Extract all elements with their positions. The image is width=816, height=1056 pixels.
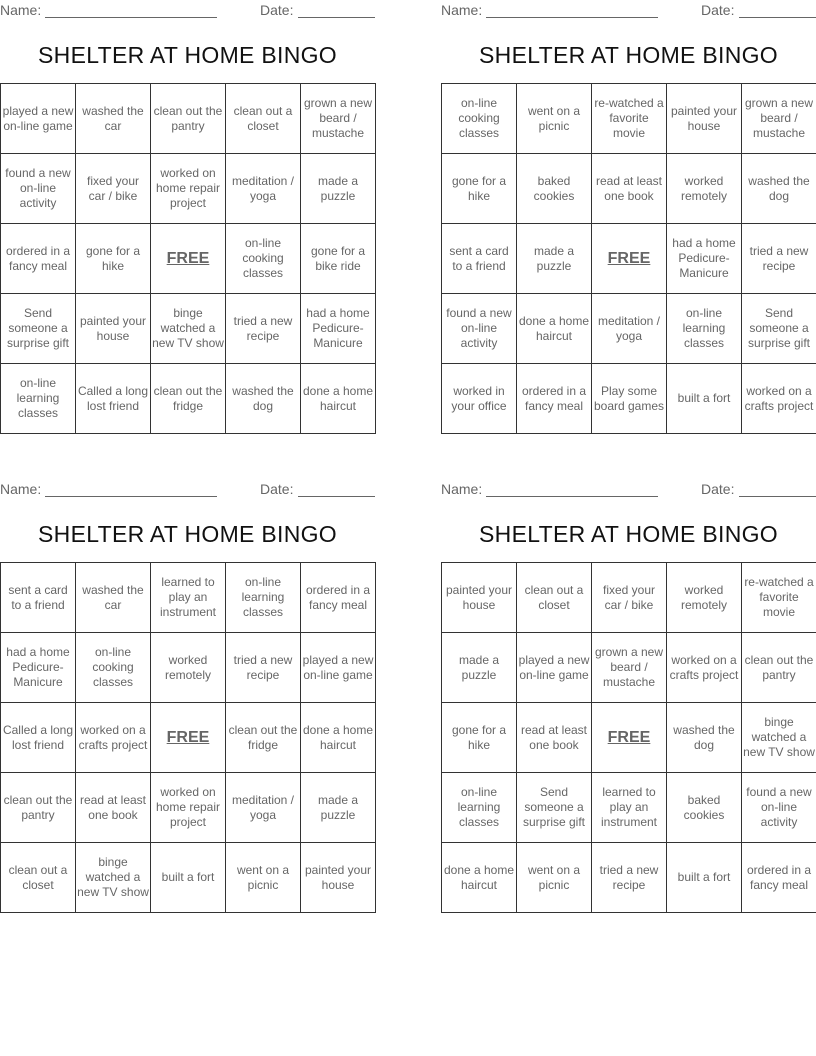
bingo-cell: binge watched a new TV show (76, 843, 151, 913)
bingo-cell: worked on home repair project (151, 154, 226, 224)
free-space: FREE (592, 703, 667, 773)
bingo-cell: on-line learning classes (667, 294, 742, 364)
bingo-row (1, 563, 376, 633)
bingo-cell: tried a new recipe (226, 294, 301, 364)
bingo-cell: found a new on-line activity (442, 294, 517, 364)
bingo-cell: made a puzzle (301, 773, 376, 843)
bingo-cell: clean out the pantry (742, 633, 816, 703)
card-title: SHELTER AT HOME BINGO (38, 521, 337, 547)
bingo-row (442, 563, 816, 633)
bingo-cell: tried a new recipe (226, 633, 301, 703)
name-label: Name: (441, 2, 483, 18)
bingo-cell: tried a new recipe (592, 843, 667, 913)
bingo-cell: grown a new beard / mustache (742, 84, 816, 154)
bingo-cell: meditation / yoga (226, 773, 301, 843)
bingo-row (1, 773, 376, 843)
date-blank-line (739, 496, 816, 497)
name-label: Name: (441, 481, 483, 497)
name-date-bar (441, 0, 816, 22)
bingo-cell: worked on a crafts project (76, 703, 151, 773)
name-label: Name: (0, 481, 42, 497)
date-label: Date: (260, 481, 294, 497)
date-blank-line (298, 496, 375, 497)
bingo-cell: washed the dog (742, 154, 816, 224)
bingo-row (1, 84, 376, 154)
bingo-cell: binge watched a new TV show (742, 703, 816, 773)
date-label: Date: (701, 481, 735, 497)
name-blank-line (486, 17, 658, 18)
bingo-cell: went on a picnic (517, 84, 592, 154)
bingo-cell: worked in your office (442, 364, 517, 434)
bingo-cell: sent a card to a friend (1, 563, 76, 633)
bingo-cell: gone for a hike (442, 154, 517, 224)
bingo-cell: sent a card to a friend (442, 224, 517, 294)
bingo-cell: Send someone a surprise gift (517, 773, 592, 843)
bingo-cell: built a fort (667, 843, 742, 913)
bingo-cell: read at least one book (517, 703, 592, 773)
bingo-cell: went on a picnic (226, 843, 301, 913)
bingo-grid (441, 562, 816, 913)
bingo-cell: on-line cooking classes (226, 224, 301, 294)
bingo-cell: re-watched a favorite movie (592, 84, 667, 154)
bingo-cell: clean out the pantry (151, 84, 226, 154)
bingo-cell: found a new on-line activity (1, 154, 76, 224)
name-date-bar (441, 479, 816, 501)
bingo-cell: clean out a closet (226, 84, 301, 154)
bingo-cell: Send someone a surprise gift (1, 294, 76, 364)
date-blank-line (739, 17, 816, 18)
bingo-cell: painted your house (667, 84, 742, 154)
bingo-cell: re-watched a favorite movie (742, 563, 816, 633)
bingo-cell: learned to play an instrument (592, 773, 667, 843)
bingo-cell: on-line learning classes (226, 563, 301, 633)
bingo-cell: binge watched a new TV show (151, 294, 226, 364)
bingo-cell: baked cookies (667, 773, 742, 843)
bingo-cell: made a puzzle (517, 224, 592, 294)
bingo-cell: on-line cooking classes (76, 633, 151, 703)
bingo-cell: worked on a crafts project (667, 633, 742, 703)
bingo-cell: ordered in a fancy meal (1, 224, 76, 294)
bingo-cell: worked remotely (667, 154, 742, 224)
bingo-cell: gone for a hike (76, 224, 151, 294)
bingo-cell: on-line learning classes (1, 364, 76, 434)
bingo-row (1, 294, 376, 364)
bingo-cell: washed the car (76, 84, 151, 154)
bingo-cell: grown a new beard / mustache (301, 84, 376, 154)
bingo-grid (0, 562, 376, 913)
bingo-cell: meditation / yoga (592, 294, 667, 364)
card-title: SHELTER AT HOME BINGO (479, 42, 778, 68)
bingo-cell: ordered in a fancy meal (517, 364, 592, 434)
bingo-row (442, 224, 816, 294)
bingo-cell: learned to play an instrument (151, 563, 226, 633)
bingo-cell: played a new on-line game (301, 633, 376, 703)
bingo-grid (0, 83, 376, 434)
bingo-cell: built a fort (667, 364, 742, 434)
bingo-cell: clean out the pantry (1, 773, 76, 843)
name-blank-line (45, 496, 217, 497)
bingo-row (1, 843, 376, 913)
bingo-cell: Play some board games (592, 364, 667, 434)
bingo-cell: fixed your car / bike (592, 563, 667, 633)
bingo-cell: ordered in a fancy meal (301, 563, 376, 633)
free-space: FREE (592, 224, 667, 294)
bingo-cell: fixed your car / bike (76, 154, 151, 224)
bingo-cell: done a home haircut (517, 294, 592, 364)
bingo-cell: found a new on-line activity (742, 773, 816, 843)
bingo-grid (441, 83, 816, 434)
bingo-cell: had a home Pedicure-Manicure (301, 294, 376, 364)
card-title: SHELTER AT HOME BINGO (479, 521, 778, 547)
bingo-row (442, 294, 816, 364)
bingo-cell: tried a new recipe (742, 224, 816, 294)
bingo-cell: gone for a bike ride (301, 224, 376, 294)
bingo-row (442, 154, 816, 224)
bingo-cell: had a home Pedicure-Manicure (1, 633, 76, 703)
bingo-cell: painted your house (442, 563, 517, 633)
bingo-cell: done a home haircut (301, 364, 376, 434)
date-label: Date: (260, 2, 294, 18)
bingo-cell: clean out the fridge (226, 703, 301, 773)
bingo-cell: painted your house (301, 843, 376, 913)
bingo-cell: clean out a closet (517, 563, 592, 633)
bingo-cell: on-line learning classes (442, 773, 517, 843)
bingo-cell: read at least one book (592, 154, 667, 224)
bingo-cell: made a puzzle (301, 154, 376, 224)
bingo-cell: washed the dog (667, 703, 742, 773)
bingo-cell: ordered in a fancy meal (742, 843, 816, 913)
bingo-cell: built a fort (151, 843, 226, 913)
date-blank-line (298, 17, 375, 18)
name-blank-line (45, 17, 217, 18)
bingo-row (1, 364, 376, 434)
bingo-cell: gone for a hike (442, 703, 517, 773)
bingo-row (1, 224, 376, 294)
name-date-bar (0, 0, 375, 22)
bingo-cell: played a new on-line game (1, 84, 76, 154)
bingo-row (442, 84, 816, 154)
bingo-cell: baked cookies (517, 154, 592, 224)
bingo-cell: grown a new beard / mustache (592, 633, 667, 703)
bingo-cell: Called a long lost friend (76, 364, 151, 434)
date-label: Date: (701, 2, 735, 18)
bingo-cell: Send someone a surprise gift (742, 294, 816, 364)
bingo-row (1, 154, 376, 224)
bingo-cell: washed the car (76, 563, 151, 633)
bingo-cell: played a new on-line game (517, 633, 592, 703)
name-blank-line (486, 496, 658, 497)
bingo-cell: worked on a crafts project (742, 364, 816, 434)
bingo-cell: read at least one book (76, 773, 151, 843)
bingo-cell: clean out the fridge (151, 364, 226, 434)
name-date-bar (0, 479, 375, 501)
bingo-row (1, 703, 376, 773)
bingo-cell: washed the dog (226, 364, 301, 434)
bingo-row (1, 633, 376, 703)
bingo-cell: worked remotely (151, 633, 226, 703)
bingo-row (442, 773, 816, 843)
bingo-cell: clean out a closet (1, 843, 76, 913)
bingo-cell: went on a picnic (517, 843, 592, 913)
bingo-cell: meditation / yoga (226, 154, 301, 224)
bingo-cell: Called a long lost friend (1, 703, 76, 773)
bingo-cell: worked remotely (667, 563, 742, 633)
bingo-row (442, 633, 816, 703)
card-title: SHELTER AT HOME BINGO (38, 42, 337, 68)
bingo-row (442, 703, 816, 773)
name-label: Name: (0, 2, 42, 18)
free-space: FREE (151, 703, 226, 773)
bingo-cell: had a home Pedicure-Manicure (667, 224, 742, 294)
bingo-cell: done a home haircut (301, 703, 376, 773)
bingo-row (442, 364, 816, 434)
bingo-cell: made a puzzle (442, 633, 517, 703)
bingo-cell: done a home haircut (442, 843, 517, 913)
bingo-cell: painted your house (76, 294, 151, 364)
bingo-row (442, 843, 816, 913)
free-space: FREE (151, 224, 226, 294)
bingo-cell: on-line cooking classes (442, 84, 517, 154)
bingo-cell: worked on home repair project (151, 773, 226, 843)
